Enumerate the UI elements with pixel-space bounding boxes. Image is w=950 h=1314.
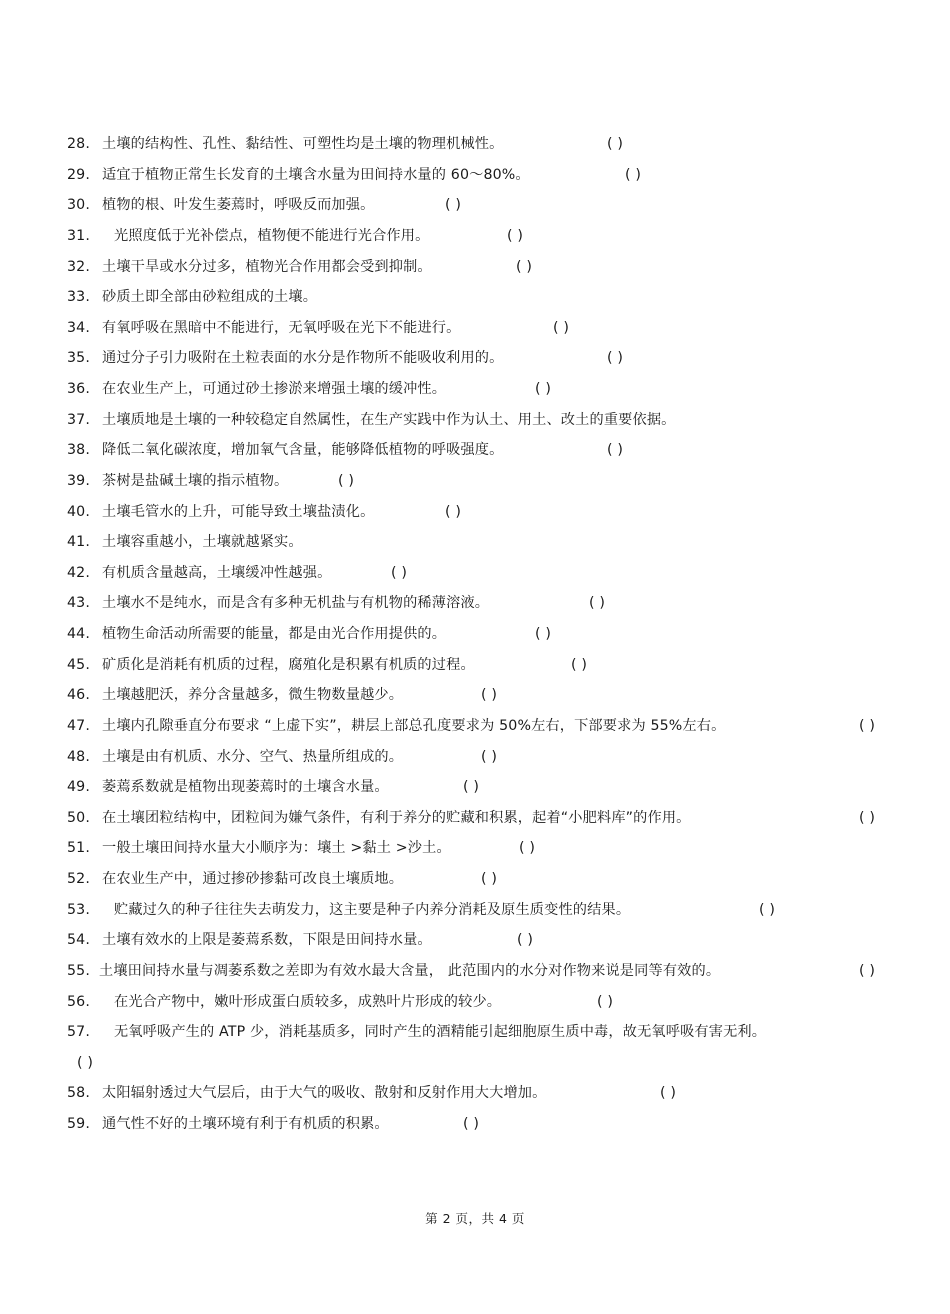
question-text: 土壤内孔隙垂直分布要求 “上虚下实”，耕层上部总孔度要求为 50%左右，下部要求为 55%左右。 <box>102 717 726 734</box>
answer-parentheses: ( ) <box>859 962 876 979</box>
answer-parentheses: ( ) <box>463 1116 480 1132</box>
question-text: 贮藏过久的种子往往失去萌发力，这主要是种子内养分消耗及原生质变性的结果。 <box>114 901 631 918</box>
question-number: 59. <box>67 1116 91 1132</box>
question-text: 在农业生产上，可通过砂土掺淤来增强土壤的缓冲性。 <box>102 381 447 397</box>
question-38 <box>67 437 927 468</box>
answer-parentheses: ( ) <box>481 687 498 704</box>
question-35 <box>67 345 927 376</box>
question-31 <box>67 223 927 254</box>
answer-parentheses: ( ) <box>535 626 552 642</box>
answer-parentheses: ( ) <box>481 748 498 765</box>
question-text: 在农业生产中，通过掺砂掺黏可改良土壤质地。 <box>102 871 404 887</box>
question-number: 30. <box>67 197 91 214</box>
question-45 <box>67 652 927 683</box>
question-number: 32. <box>67 258 91 275</box>
question-text: 有机质含量越高，土壤缓冲性越强。 <box>102 564 332 581</box>
question-number: 41. <box>67 534 91 551</box>
question-52 <box>67 866 927 897</box>
question-text: 土壤水不是纯水，而是含有多种无机盐与有机物的稀薄溶液。 <box>102 595 490 612</box>
question-number: 42. <box>67 564 91 581</box>
question-36 <box>67 376 927 407</box>
question-text: 降低二氧化碳浓度，增加氧气含量，能够降低植物的呼吸强度。 <box>102 442 504 459</box>
answer-parentheses: ( ) <box>445 197 462 214</box>
question-49 <box>67 774 927 805</box>
question-54 <box>67 927 927 958</box>
answer-parentheses: ( ) <box>535 381 552 397</box>
question-number: 29. <box>67 166 91 183</box>
question-44 <box>67 621 927 652</box>
answer-parentheses: ( ) <box>519 840 536 857</box>
question-42 <box>67 560 927 591</box>
question-number: 33. <box>67 289 91 306</box>
question-text: 砂质土即全部由砂粒组成的土壤。 <box>102 289 318 306</box>
question-number: 48. <box>67 748 91 765</box>
question-text: 在土壤团粒结构中，团粒间为嫌气条件，有利于养分的贮藏和积累，起着“小肥料库”的作用。 <box>102 809 691 826</box>
question-41 <box>67 529 927 560</box>
question-number: 58. <box>67 1085 91 1102</box>
question-number: 36. <box>67 381 91 397</box>
question-number: 46. <box>67 687 91 704</box>
question-text: 矿质化是消耗有机质的过程，腐殖化是积累有机质的过程。 <box>102 656 475 673</box>
answer-parentheses: ( ) <box>625 166 642 183</box>
question-47 <box>67 713 927 744</box>
question-51 <box>67 835 927 866</box>
question-number: 43. <box>67 595 91 612</box>
question-number: 44. <box>67 626 91 642</box>
question-text: 土壤的结构性、孔性、黏结性、可塑性均是土壤的物理机械性。 <box>102 136 504 152</box>
answer-parentheses: ( ) <box>445 503 462 520</box>
question-number: 56. <box>67 993 91 1010</box>
answer-parentheses: ( ) <box>597 993 614 1010</box>
question-text: 土壤容重越小，土壤就越紧实。 <box>102 534 303 551</box>
question-48 <box>67 744 927 775</box>
question-number: 51. <box>67 840 91 857</box>
answer-parentheses: ( ) <box>859 809 876 826</box>
question-text: 土壤有效水的上限是萎蔫系数，下限是田间持水量。 <box>102 932 432 949</box>
question-text: 有氧呼吸在黑暗中不能进行，无氧呼吸在光下不能进行。 <box>102 319 461 336</box>
question-56 <box>67 989 927 1020</box>
answer-parentheses: ( ) <box>660 1085 677 1102</box>
answer-parentheses: ( ) <box>481 871 498 887</box>
question-text: 茶树是盐碱土壤的指示植物。 <box>102 472 289 489</box>
question-57 <box>67 1019 927 1080</box>
question-text: 无氧呼吸产生的 ATP 少，消耗基质多，同时产生的酒精能引起细胞原生质中毒，故无氧呼吸有害无利。 <box>114 1024 767 1041</box>
question-43 <box>67 590 927 621</box>
question-text: 通气性不好的土壤环境有利于有机质的积累。 <box>102 1116 389 1132</box>
answer-parentheses: ( ) <box>463 779 480 796</box>
question-59 <box>67 1111 927 1142</box>
question-text: 太阳辐射透过大气层后，由于大气的吸收、散射和反射作用大大增加。 <box>102 1085 547 1102</box>
question-number: 34. <box>67 319 91 336</box>
question-text: 土壤干旱或水分过多，植物光合作用都会受到抑制。 <box>102 258 432 275</box>
question-30 <box>67 192 927 223</box>
question-number: 54. <box>67 932 91 949</box>
answer-parentheses: ( ) <box>589 595 606 612</box>
question-text: 土壤毛管水的上升，可能导致土壤盐渍化。 <box>102 503 375 520</box>
question-number: 35. <box>67 350 91 367</box>
question-number: 38. <box>67 442 91 459</box>
question-53 <box>67 897 927 928</box>
question-number: 53. <box>67 901 91 918</box>
answer-parentheses: ( ) <box>391 564 408 581</box>
question-number: 45. <box>67 656 91 673</box>
answer-parentheses: ( ) <box>607 442 624 459</box>
answer-parentheses: ( ) <box>553 319 570 336</box>
answer-parentheses: ( ) <box>516 258 533 275</box>
question-46 <box>67 682 927 713</box>
question-text: 土壤田间持水量与凋萎系数之差即为有效水最大含量， 此范围内的水分对作物来说是同等有效的。 <box>99 962 721 979</box>
question-number: 31. <box>67 227 91 244</box>
question-50 <box>67 805 927 836</box>
question-40 <box>67 499 927 530</box>
question-number: 52. <box>67 871 91 887</box>
answer-parentheses: ( ) <box>607 350 624 367</box>
answer-parentheses: ( ) <box>607 136 624 152</box>
question-58 <box>67 1080 927 1111</box>
answer-parentheses: ( ) <box>571 656 588 673</box>
question-text: 植物的根、叶发生萎蔫时，呼吸反而加强。 <box>102 197 375 214</box>
question-29 <box>67 162 927 193</box>
question-number: 55. <box>67 962 91 979</box>
question-text: 萎蔫系数就是植物出现萎蔫时的土壤含水量。 <box>102 779 389 796</box>
answer-parentheses: ( ) <box>338 472 355 489</box>
answer-parentheses: ( ) <box>517 932 534 949</box>
question-33 <box>67 284 927 315</box>
question-37 <box>67 407 927 438</box>
question-text: 土壤是由有机质、水分、空气、热量所组成的。 <box>102 748 404 765</box>
question-list <box>67 131 927 1142</box>
question-number: 37. <box>67 411 91 428</box>
question-text: 一般土壤田间持水量大小顺序为：壤土 >黏土 >沙土。 <box>102 840 451 857</box>
question-number: 57. <box>67 1024 91 1041</box>
question-32 <box>67 254 927 285</box>
question-number: 39. <box>67 472 91 489</box>
page-footer: 第 2 页，共 4 页 <box>425 1211 525 1226</box>
question-39 <box>67 468 927 499</box>
question-34 <box>67 315 927 346</box>
answer-parentheses: ( ) <box>77 1054 94 1071</box>
question-text: 适宜于植物正常生长发育的土壤含水量为田间持水量的 60～80%。 <box>102 166 530 183</box>
answer-parentheses: ( ) <box>507 227 524 244</box>
question-number: 28. <box>67 136 91 152</box>
question-text: 光照度低于光补偿点，植物便不能进行光合作用。 <box>114 227 430 244</box>
question-number: 47. <box>67 717 91 734</box>
question-text: 土壤质地是土壤的一种较稳定自然属性，在生产实践中作为认土、用土、改土的重要依据。 <box>102 411 676 428</box>
question-text: 植物生命活动所需要的能量，都是由光合作用提供的。 <box>102 626 447 642</box>
answer-parentheses: ( ) <box>759 901 776 918</box>
answer-parentheses: ( ) <box>859 717 876 734</box>
question-28 <box>67 131 927 162</box>
question-text: 在光合产物中，嫩叶形成蛋白质较多，成熟叶片形成的较少。 <box>114 993 502 1010</box>
question-text: 土壤越肥沃，养分含量越多，微生物数量越少。 <box>102 687 404 704</box>
question-text: 通过分子引力吸附在土粒表面的水分是作物所不能吸收利用的。 <box>102 350 504 367</box>
question-number: 40. <box>67 503 91 520</box>
question-number: 49. <box>67 779 91 796</box>
question-number: 50. <box>67 809 91 826</box>
question-55 <box>67 958 927 989</box>
